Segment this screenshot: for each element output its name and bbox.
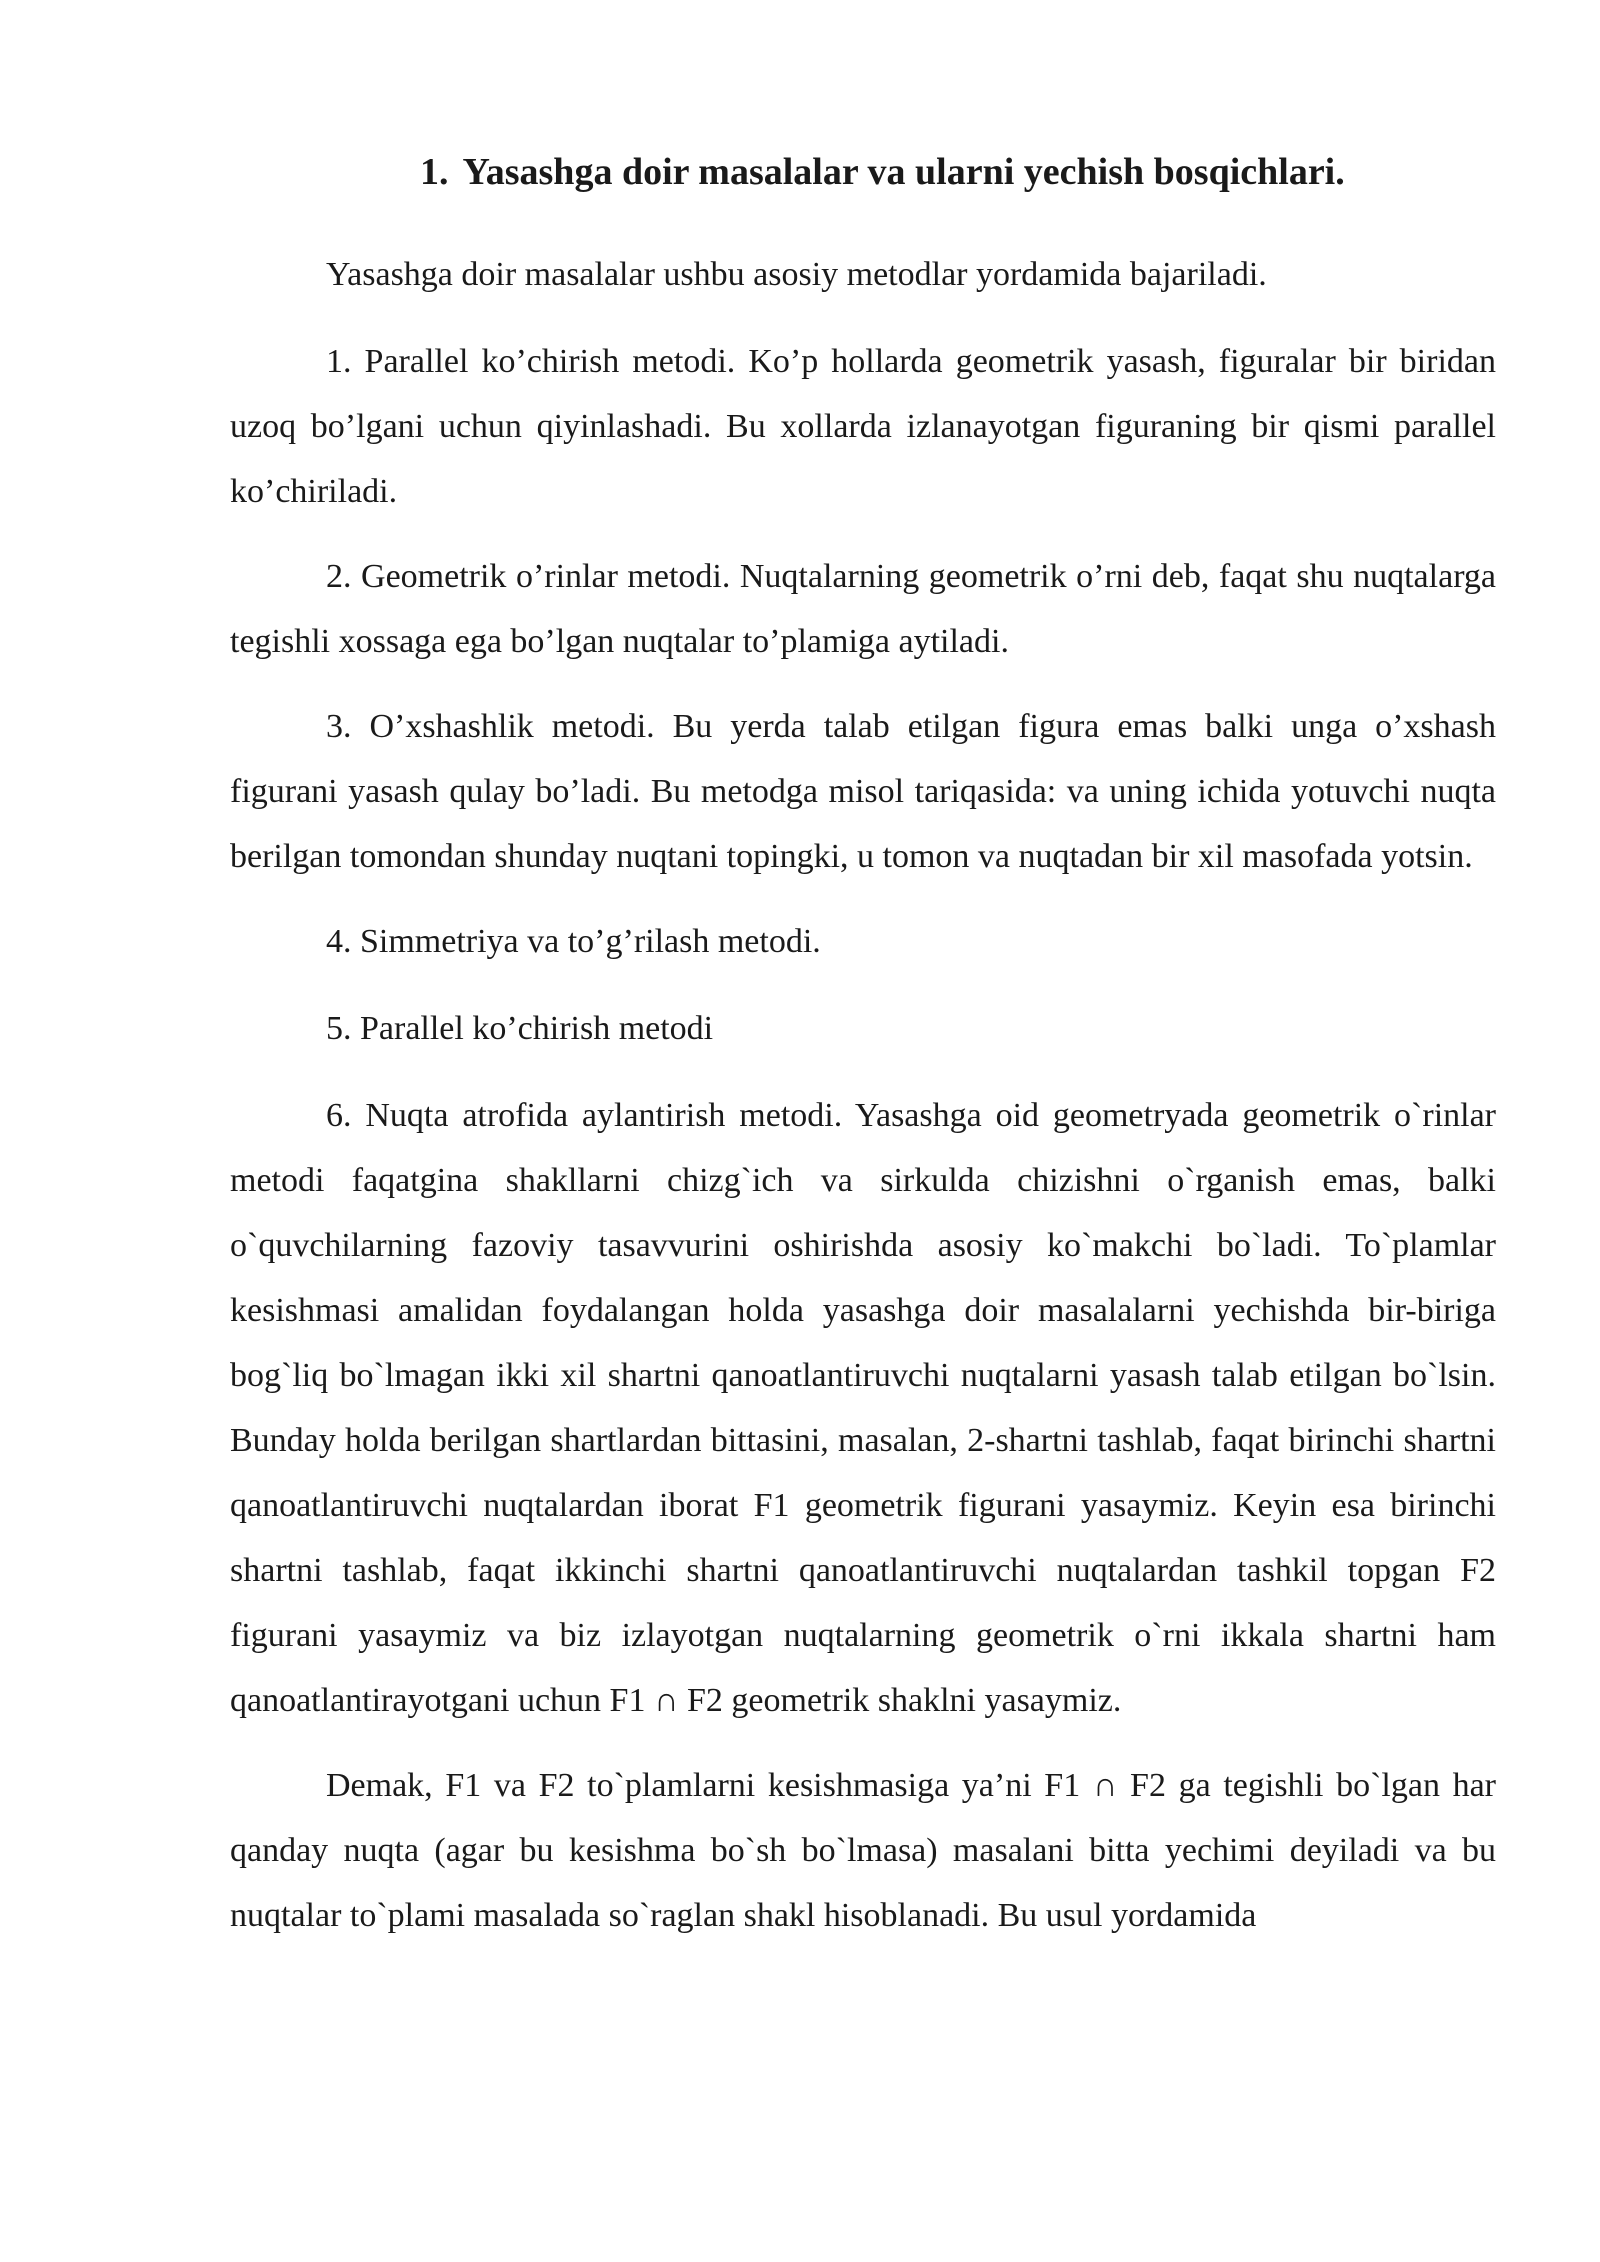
document-page: [230, 150, 1496, 1968]
paragraph-method-6: 6. Nuqta atrofida aylantirish metodi. Yasashga oid geometryada geometrik o`rinlar metodi faqatgina shakllarni chizg`ich va sirkulda chizishni o`rganish emas, balki o`quvchilarning fazoviy tasavvurini oshirishda asosiy ko`makchi bo`ladi. To`plamlar kesishmasi amalidan foydalangan holda yasashga doir masalalarni yechishda bir-biriga bog`liq bo`lmagan ikki xil shartni qanoatlantiruvchi nuqtalarni yasash talab etilgan bo`lsin. Bunday holda berilgan shartlardan bittasini, masalan, 2-shartni tashlab, faqat birinchi shartni qanoatlantiruvchi nuqtalardan iborat F1 geometrik figurani yasaymiz. Keyin esa birinchi shartni tashlab, faqat ikkinchi shartni qanoatlantiruvchi nuqtalardan tashkil topgan F2 figurani yasaymiz va biz izlayotgan nuqtalarning geometrik o`rni ikkala shartni ham qanoatlantirayotgani uchun F1 ∩ F2 geometrik shaklni yasaymiz.: [230, 1096, 1496, 1719]
paragraph-method-3: 3. O’xshashlik metodi. Bu yerda talab etilgan figura emas balki unga o’xshash figurani yasash qulay bo’ladi. Bu metodga misol tariqasida: va uning ichida yotuvchi nuqta berilgan tomondan shunday nuqtani topingki, u tomon va nuqtadan bir xil masofada yotsin.: [230, 707, 1496, 875]
paragraph-method-2: 2. Geometrik o’rinlar metodi. Nuqtalarning geometrik o’rni deb, faqat shu nuqtalarga tegishli xossaga ega bo’lgan nuqtalar to’plamiga aytiladi.: [230, 557, 1496, 660]
heading-text: Yasashga doir masalalar va ularni yechish bosqichlari.: [462, 151, 1345, 193]
heading-number: 1.: [420, 151, 449, 193]
section-heading: [230, 150, 1496, 196]
paragraph-method-5: 5. Parallel ko’chirish metodi: [326, 1009, 714, 1047]
paragraph-method-1: 1. Parallel ko’chirish metodi. Ko’p hollarda geometrik yasash, figuralar bir biridan uzoq bo’lgani uchun qiyinlashadi. Bu xollarda izlanayotgan figuraning bir qismi parallel ko’chiriladi.: [230, 342, 1496, 510]
paragraph-conclusion: Demak, F1 va F2 to`plamlarni kesishmasiga ya’ni F1 ∩ F2 ga tegishli bo`lgan har qanday nuqta (agar bu kesishma bo`sh bo`lmasa) masalani bitta yechimi deyiladi va bu nuqtalar to`plami masalada so`raglan shakl hisoblanadi. Bu usul yordamida: [230, 1766, 1496, 1934]
paragraph-method-4: 4. Simmetriya va to’g’rilash metodi.: [326, 922, 821, 960]
paragraph-intro: Yasashga doir masalalar ushbu asosiy metodlar yordamida bajariladi.: [326, 255, 1267, 293]
